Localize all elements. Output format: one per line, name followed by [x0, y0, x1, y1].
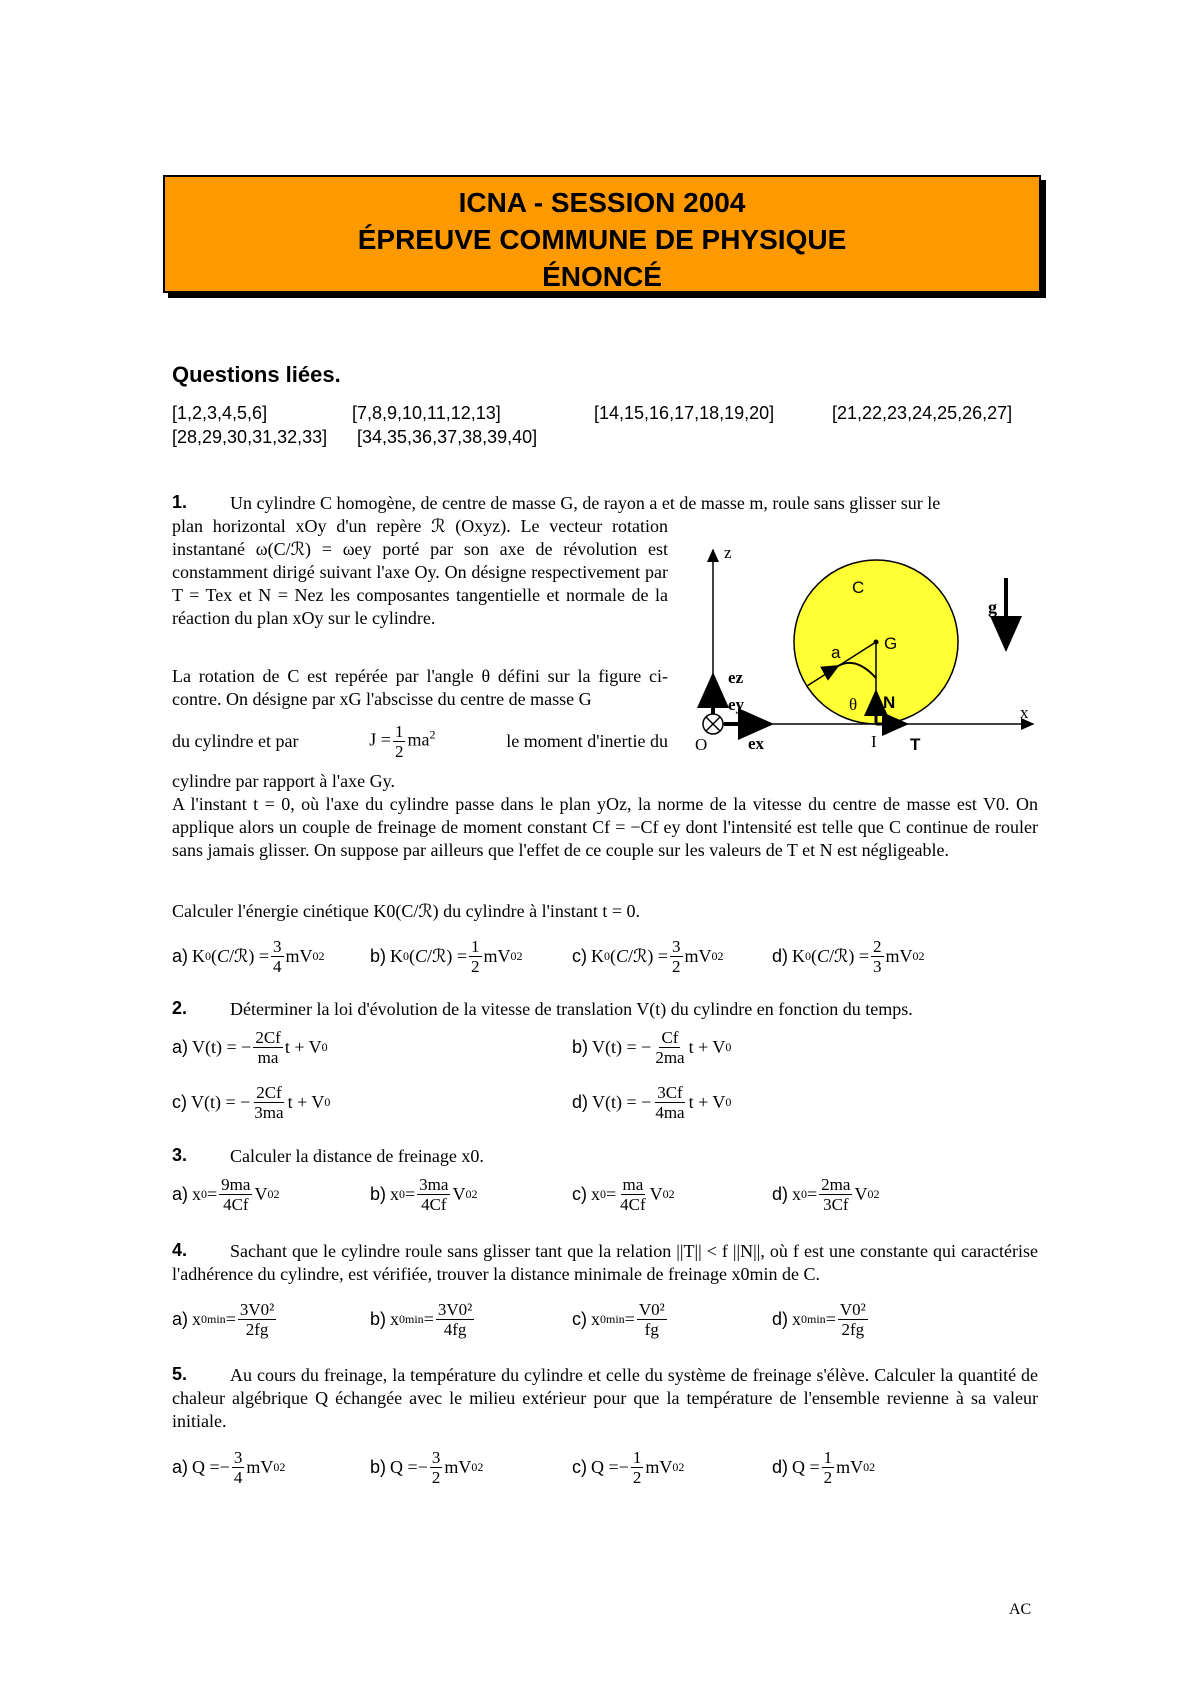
question-1-paragraph-5: cylindre par rapport à l'axe Gy. — [172, 771, 395, 791]
question-1-inertia-text-a: du cylindre et par — [172, 731, 299, 751]
q3-option-d: d) x 0 = $\frac{2ma}{3Cf}$ V 0 2 — [772, 1175, 880, 1214]
q5-option-d: d) Q = $\frac{1}{2}$ mV 0 2 — [772, 1448, 876, 1487]
q2-option-d: d) V(t) = − $\frac{3Cf}{4ma}$ t + V 0 — [572, 1083, 732, 1122]
q2-option-c: c) V(t) = − $\frac{2Cf}{3ma}$ t + V 0 — [172, 1083, 331, 1122]
linked-group: [14,15,16,17,18,19,20] — [594, 403, 775, 423]
radius-label: a — [831, 643, 841, 662]
q2-option-a: a) V(t) = − $\frac{2Cf}{ma}$ t + V 0 — [172, 1028, 328, 1067]
q4-option-c: c) x 0min = $\frac{\text{V0²}}{fg}$ — [572, 1300, 665, 1339]
contact-point-label: I — [871, 732, 877, 751]
question-5-text: Au cours du freinage, la température du cylindre et celle du système de freinage s'élève. Calculer la quantité de chaleur algébrique Q échangée avec le milieu extérieur pour que la température de l'ensemble revienne à sa valeur initiale. — [172, 1365, 1038, 1431]
x-label: x — [1020, 703, 1029, 722]
q4-option-d: d) x 0min = $\frac{\text{V0²}}{2fg}$ — [772, 1300, 866, 1339]
question-3-text: Calculer la distance de freinage x0. — [230, 1146, 484, 1166]
question-1-prompt: Calculer l'énergie cinétique K0(C/ℛ) du cylindre à l'instant t = 0. — [172, 901, 641, 921]
q5-option-b: b) Q = − $\frac{3}{2}$ mV 0 2 — [370, 1448, 484, 1487]
t-label: T — [910, 735, 921, 754]
z-label: z — [724, 543, 732, 562]
question-1-inertia-text-b: le moment d'inertie du — [506, 731, 668, 751]
ez-label: ez — [728, 668, 744, 687]
question-1-paragraph-2: plan horizontal xOy d'un repère ℛ (Oxyz). Le vecteur rotation instantané ω(C/ℛ) = ωey porté par son axe de révolution est constamment dirigé suivant l'axe Oy. On désigne respectivement par T = Tex et N = Nez les composantes tangentielle et normale de la réaction du plan xOy sur le cylindre. — [172, 516, 668, 628]
question-3-number: 3. — [172, 1145, 188, 1165]
linked-questions-heading: Questions liées. — [172, 362, 341, 387]
question-5-number: 5. — [172, 1364, 188, 1384]
question-1-inertia-line — [172, 722, 668, 761]
theta-label: θ — [849, 695, 858, 714]
question-2-number: 2. — [172, 998, 188, 1018]
linked-group: [1,2,3,4,5,6] — [172, 403, 268, 423]
linked-group: [21,22,23,24,25,26,27] — [832, 403, 1013, 423]
cylinder-figure — [688, 538, 1040, 758]
title-line-2: ÉPREUVE COMMUNE DE PHYSIQUE — [357, 224, 847, 255]
q5-option-c: c) Q = − $\frac{1}{2}$ mV 0 2 — [572, 1448, 685, 1487]
g-point-label: G — [884, 634, 898, 653]
footer-initials: AC — [1009, 1601, 1032, 1618]
ey-label: ey — [728, 695, 745, 714]
q1-option-c: c) K 0 ( C /ℛ) = $\frac{3}{2}$ mV 0 2 — [572, 937, 724, 976]
title-line-3: ÉNONCÉ — [542, 261, 662, 292]
q1-option-a: a) K 0 ( C /ℛ) = $\frac{3}{4}$ mV 0 2 — [172, 937, 325, 976]
q3-option-c: c) x 0 = $\frac{ma}{4Cf}$ V 0 2 — [572, 1175, 675, 1214]
linked-group: [34,35,36,37,38,39,40] — [357, 427, 538, 447]
n-label: N — [883, 693, 896, 712]
question-2-text: Déterminer la loi d'évolution de la vitesse de translation V(t) du cylindre en fonction du temps. — [230, 999, 913, 1019]
cylinder-label: C — [852, 578, 865, 597]
title-line-1: ICNA - SESSION 2004 — [458, 187, 746, 218]
q4-option-a: a) x 0min = $\frac{\text{3V0²}}{2fg}$ — [172, 1300, 275, 1339]
q3-option-a: a) x 0 = $\frac{9ma}{4Cf}$ V 0 2 — [172, 1175, 280, 1214]
q1-option-b: b) K 0 ( C /ℛ) = $\frac{1}{2}$ mV 0 2 — [370, 937, 523, 976]
q3-option-b: b) x 0 = $\frac{3ma}{4Cf}$ V 0 2 — [370, 1175, 478, 1214]
ex-label: ex — [748, 734, 765, 753]
question-4-number: 4. — [172, 1240, 188, 1260]
q5-option-a: a) Q = − $\frac{3}{4}$ mV 0 2 — [172, 1448, 286, 1487]
question-1-paragraph-6: A l'instant t = 0, où l'axe du cylindre passe dans le plan yOz, la norme de la vitesse du centre de masse est V0. On applique alors un couple de freinage de moment constant Cf = −Cf ey dont l'intensité est telle que C continue de rouler sans jamais glisser. On suppose par ailleurs que l'effet de ce couple sur les valeurs de T et N est négligeable. — [172, 794, 1038, 860]
question-1-number: 1. — [172, 492, 188, 512]
question-4-text: Sachant que le cylindre roule sans glisser tant que la relation ||T|| < f ||N||, où f est une constante qui caractérise l'adhérence du cylindre, est vérifiée, trouver la distance minimale de freinage x0min de C. — [172, 1241, 1038, 1284]
question-1-line-1: Un cylindre C homogène, de centre de masse G, de rayon a et de masse m, roule sans glisser sur le — [230, 493, 941, 513]
q2-option-b: b) V(t) = − $\frac{Cf}{2ma}$ t + V 0 — [572, 1028, 732, 1067]
gravity-label: g — [988, 597, 997, 617]
linked-group: [7,8,9,10,11,12,13] — [352, 403, 501, 423]
q4-option-b: b) x 0min = $\frac{\text{3V0²}}{4fg}$ — [370, 1300, 473, 1339]
linked-group: [28,29,30,31,32,33] — [172, 427, 328, 447]
title-box — [163, 175, 1041, 293]
inertia-formula: J = $\frac{1}{2}$ $ma^2$ — [369, 722, 436, 761]
q1-option-d: d) K 0 ( C /ℛ) = $\frac{2}{3}$ mV 0 2 — [772, 937, 925, 976]
question-1-paragraph-3: La rotation de C est repérée par l'angle θ défini sur la figure ci-contre. On désigne par xG l'abscisse du centre de masse G — [172, 666, 668, 709]
origin-label: O — [695, 735, 708, 754]
